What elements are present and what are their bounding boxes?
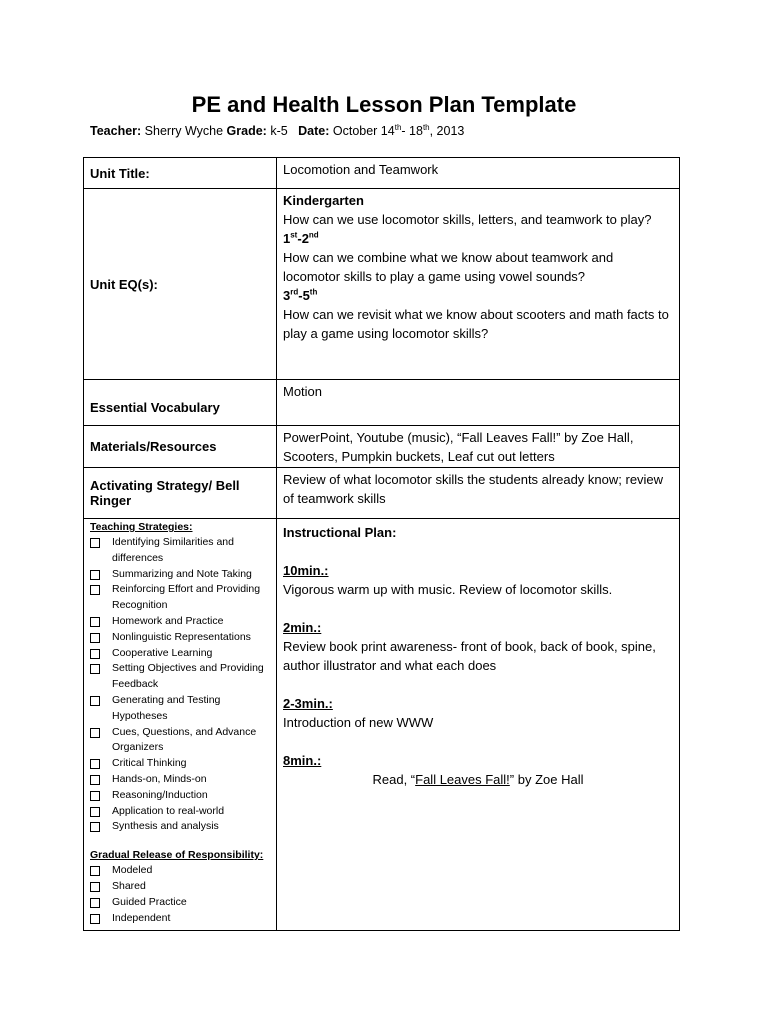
checkbox[interactable] [90, 898, 100, 908]
instructional-plan [277, 519, 679, 793]
step2-text: Review book print awareness- front of book, back of book, spine, author illustrator and what each does [283, 639, 656, 673]
step1-text: Vigorous warm up with music. Review of locomotor skills. [283, 582, 613, 597]
eq-grade1-question: How can we combine what we know about teamwork and locomotor skills to play a game using vowel sounds? [283, 250, 614, 284]
strategy-item: Reinforcing Effort and Providing Recognition [90, 582, 270, 614]
grade-value: k-5 [270, 124, 288, 138]
vocab-value: Motion [283, 384, 323, 399]
strategy-item: Summarizing and Note Taking [90, 567, 270, 583]
unit-eq-value [277, 189, 679, 343]
strategy-item: Critical Thinking [90, 756, 270, 772]
eq-grade1-heading: 1st-2nd [283, 230, 319, 246]
step4-time: 8min.: [283, 753, 322, 768]
grade-label: Grade: [226, 124, 267, 138]
strategy-item: Reasoning/Induction [90, 788, 270, 804]
date-value: October 14th- 18th, 2013 [332, 122, 465, 138]
checkbox[interactable] [90, 633, 100, 643]
checkbox[interactable] [90, 538, 100, 548]
unit-title-row [84, 158, 680, 189]
gradual-item: Independent [90, 911, 270, 927]
unit-eq-label: Unit EQ(s): [90, 276, 158, 292]
teaching-strategies-heading: Teaching Strategies: [90, 521, 193, 533]
gradual-item: Modeled [90, 863, 270, 879]
strategy-item: Synthesis and analysis [90, 819, 270, 835]
eq-grade3-heading: 3rd-5th [283, 287, 318, 303]
strategy-item: Homework and Practice [90, 614, 270, 630]
checkbox[interactable] [90, 866, 100, 876]
teacher-label: Teacher: [90, 124, 142, 138]
book-title: Fall Leaves Fall! [415, 772, 510, 787]
eq-grade3-question: How can we revisit what we know about scooters and math facts to play a game using locomotor skills? [283, 307, 669, 341]
checkbox[interactable] [90, 570, 100, 580]
unit-title-value: Locomotion and Teamwork [283, 162, 439, 177]
vocab-label: Essential Vocabulary [90, 400, 220, 415]
checkbox[interactable] [90, 822, 100, 832]
strategy-item: Nonlinguistic Representations [90, 630, 270, 646]
checkbox[interactable] [90, 775, 100, 785]
step1-time: 10min.: [283, 563, 329, 578]
step3-time: 2-3min.: [283, 696, 333, 711]
checkbox[interactable] [90, 807, 100, 817]
lesson-plan-table [83, 157, 680, 931]
checkbox[interactable] [90, 649, 100, 659]
checkbox[interactable] [90, 664, 100, 674]
eq-kindergarten-question: How can we use locomotor skills, letters, and teamwork to play? [283, 212, 652, 227]
instructional-plan-heading: Instructional Plan: [283, 525, 397, 540]
materials-row [84, 426, 680, 468]
activating-row [84, 468, 680, 519]
gradual-item: Guided Practice [90, 895, 270, 911]
strategy-item: Cooperative Learning [90, 646, 270, 662]
materials-value: PowerPoint, Youtube (music), “Fall Leaves Fall!” by Zoe Hall, Scooters, Pumpkin buckets, Leaf cut out letters [283, 430, 634, 464]
step2-time: 2min.: [283, 620, 322, 635]
header-info [90, 124, 464, 138]
vocab-row [84, 380, 680, 426]
strategy-item: Generating and Testing Hypotheses [90, 693, 270, 725]
page-title: PE and Health Lesson Plan Template [191, 92, 577, 117]
materials-label: Materials/Resources [90, 439, 217, 454]
strategy-item: Application to real-world [90, 804, 270, 820]
checkbox[interactable] [90, 585, 100, 595]
gradual-item: Shared [90, 879, 270, 895]
activating-value: Review of what locomotor skills the students already know; review of teamwork skills [283, 472, 664, 506]
eq-kindergarten-heading: Kindergarten [283, 193, 364, 208]
checkbox[interactable] [90, 696, 100, 706]
teaching-strategies [84, 519, 276, 928]
strategy-item: Setting Objectives and Providing Feedback [90, 661, 270, 693]
strategy-item: Hands-on, Minds-on [90, 772, 270, 788]
checkbox[interactable] [90, 728, 100, 738]
date-label: Date: [298, 124, 330, 138]
unit-eq-row [84, 189, 680, 380]
strategies-row [84, 519, 680, 931]
unit-title-label: Unit Title: [90, 165, 150, 181]
checkbox[interactable] [90, 914, 100, 924]
checkbox[interactable] [90, 791, 100, 801]
gradual-release-list [90, 863, 270, 926]
step4-text: Read, “Fall Leaves Fall!” by Zoe Hall [372, 772, 584, 787]
checkbox[interactable] [90, 882, 100, 892]
checkbox[interactable] [90, 617, 100, 627]
teacher-value: Sherry Wyche [144, 124, 224, 138]
activating-label: Activating Strategy/ Bell Ringer [90, 478, 240, 508]
strategy-item: Cues, Questions, and Advance Organizers [90, 725, 270, 757]
gradual-release-heading: Gradual Release of Responsibility: [90, 849, 264, 862]
checkbox[interactable] [90, 759, 100, 769]
strategy-item: Identifying Similarities and differences [90, 535, 270, 567]
teaching-strategies-list [90, 535, 270, 835]
step3-text: Introduction of new WWW [283, 715, 434, 730]
